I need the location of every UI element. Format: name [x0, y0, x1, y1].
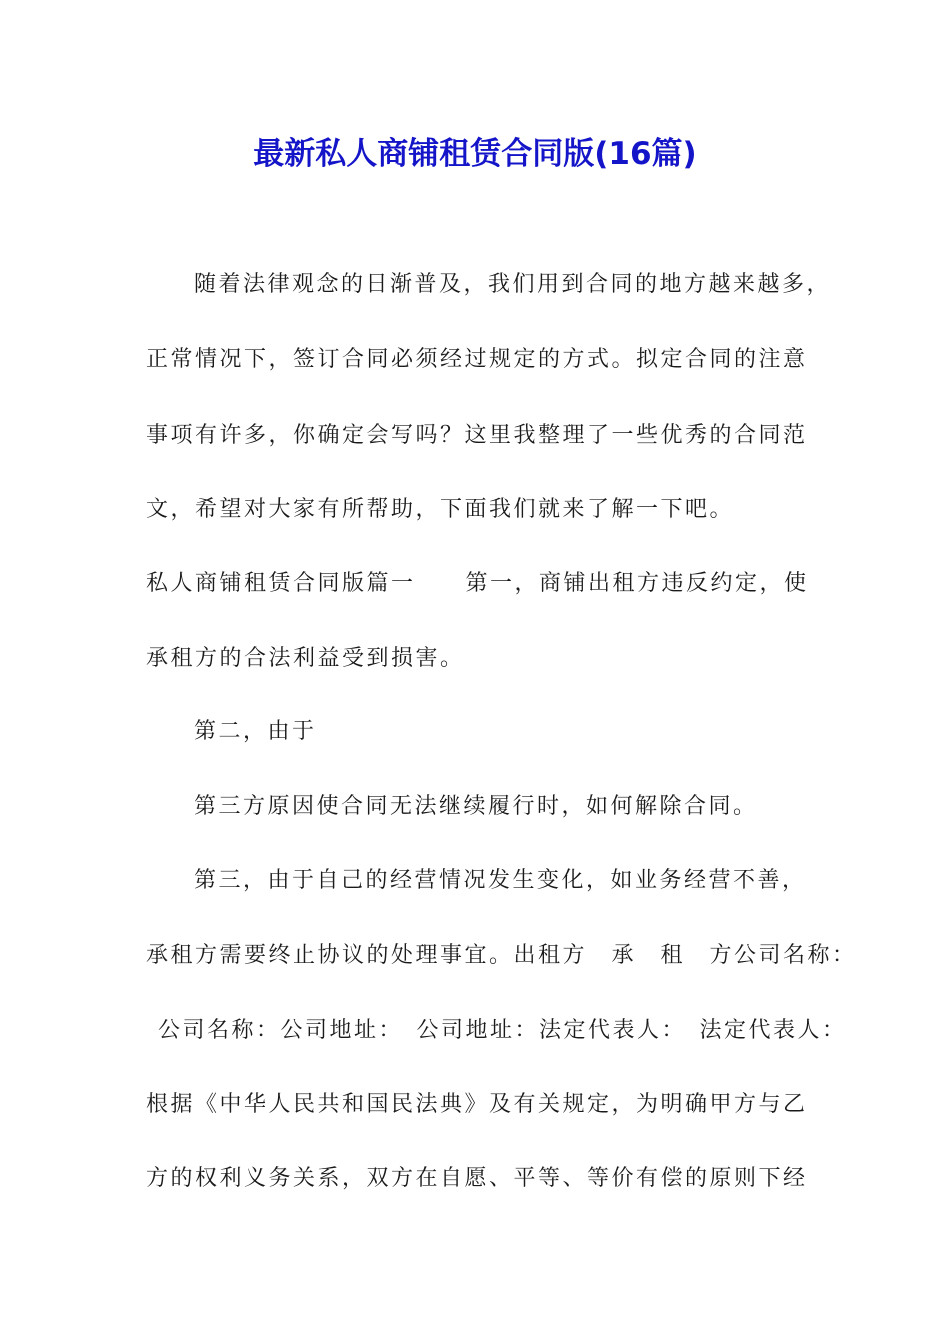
paragraph-line: 第二，由于 [194, 719, 317, 744]
paragraph-line: 正常情况下，签订合同必须经过规定的方式。拟定合同的注意 [146, 347, 808, 372]
paragraph-line: 根据《中华人民共和国民法典》及有关规定，为明确甲方与乙 [146, 1092, 808, 1117]
paragraph-line: 文，希望对大家有所帮助，下面我们就来了解一下吧。 [146, 497, 735, 522]
paragraph-line: 第三方原因使合同无法继续履行时，如何解除合同。 [194, 794, 758, 819]
paragraph-line: 承租方需要终止协议的处理事宜。出租方 承 租 方公司名称： [146, 943, 857, 968]
section-heading-line [146, 569, 809, 599]
document-title: 最新私人商铺租赁合同版(16篇) [253, 136, 697, 172]
section-heading: 私人商铺租赁合同版篇一 [146, 571, 416, 596]
paragraph-line: 承租方的合法利益受到损害。 [146, 646, 465, 671]
paragraph-line: 方的权利义务关系，双方在自愿、平等、等价有偿的原则下经 [146, 1166, 808, 1191]
paragraph-line: 公司名称：公司地址： 公司地址：法定代表人： 法定代表人： [158, 1018, 847, 1043]
paragraph-line: 随着法律观念的日渐普及，我们用到合同的地方越来越多， [194, 272, 832, 297]
paragraph-line: 事项有许多，你确定会写吗？这里我整理了一些优秀的合同范 [146, 423, 808, 448]
paragraph-line: 第三，由于自己的经营情况发生变化，如业务经营不善， [194, 868, 807, 893]
paragraph-text: 第一，商铺出租方违反约定，使 [465, 571, 809, 596]
